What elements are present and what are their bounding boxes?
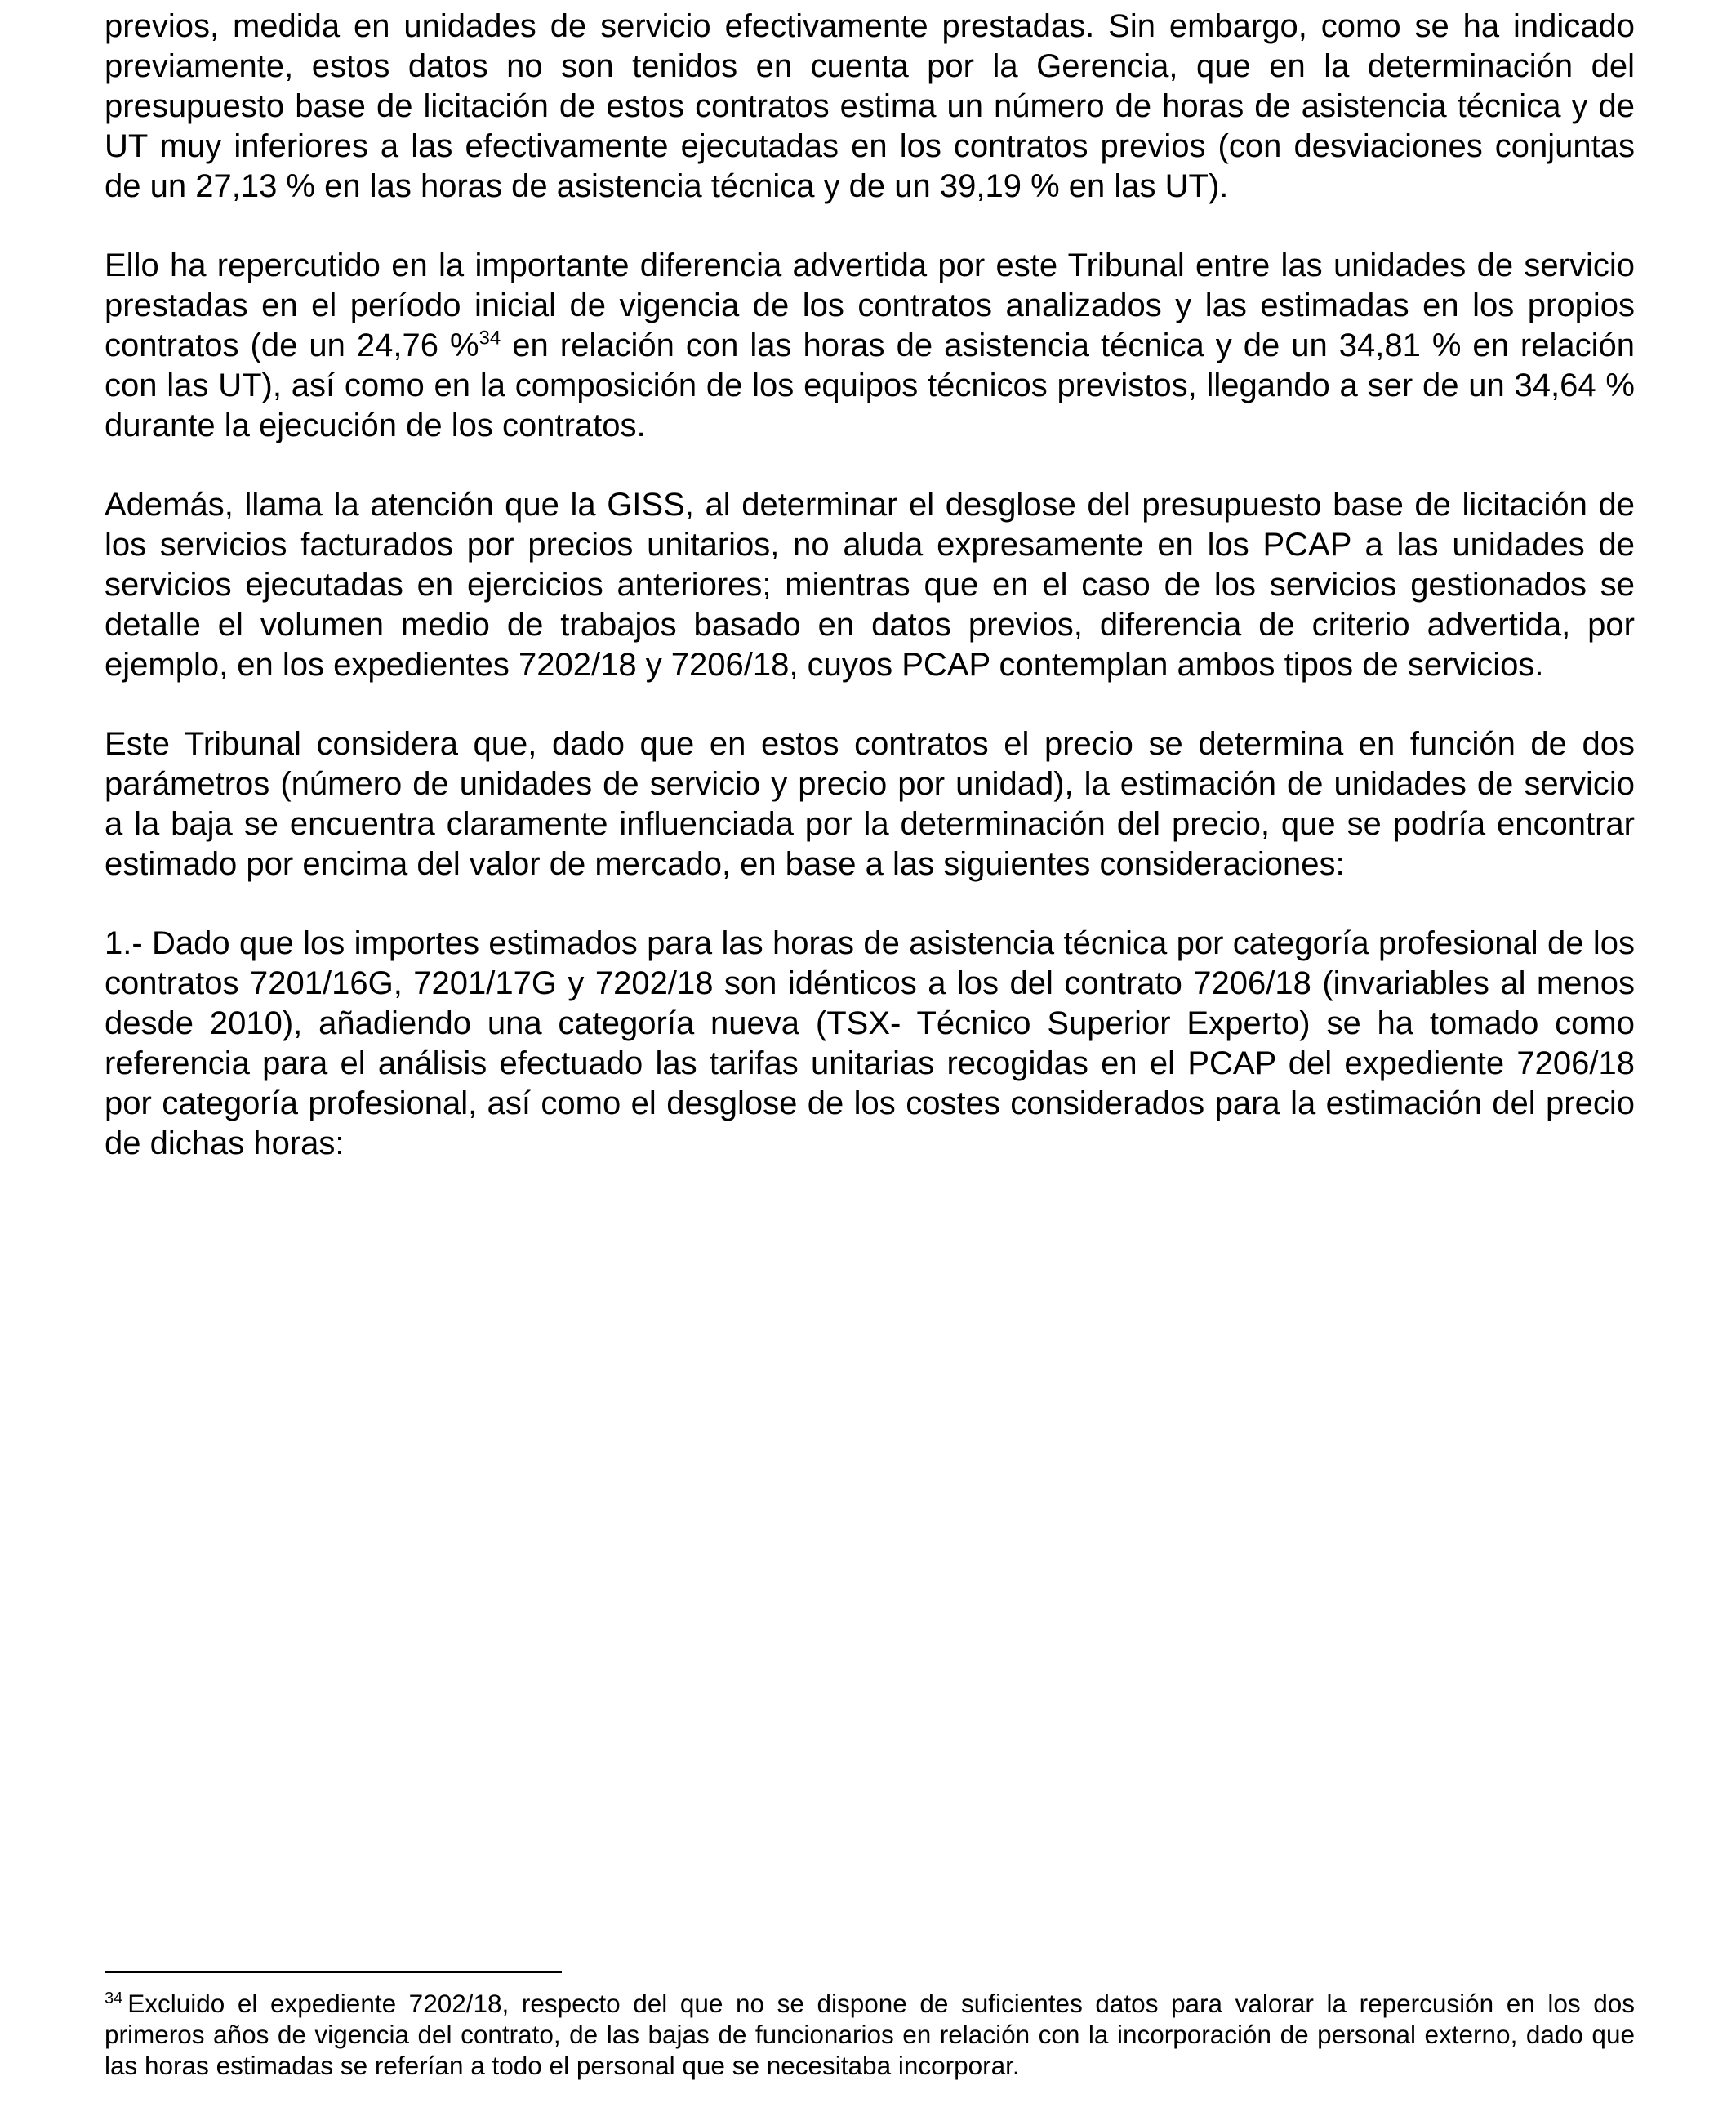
paragraph-5: 1.- Dado que los importes estimados para las horas de asistencia técnica por categoría profesional de los contratos 7201/16G, 7201/17G y 7202/18 son idénticos a los del contrato 7206/18 (invariables al menos desde 2010), añadiendo una categoría nueva (TSX- Técnico Superior Experto) se ha tomado como referencia para el análisis efectuado las tarifas unitarias recogidas en el PCAP del expediente 7206/18 por categoría profesional, así como el desglose de los costes considerados para la estimación del precio de dichas horas: xyxy=(105,925,1635,1161)
paragraph-1: previos, medida en unidades de servicio efectivamente prestadas. Sin embargo, como se ha indicado previamente, estos datos no son tenidos en cuenta por la Gerencia, que en la determinación del presupuesto base de licitación de estos contratos estima un número de horas de asistencia técnica y de UT muy inferiores a las efectivamente ejecutadas en los contratos previos (con desviaciones conjuntas de un 27,13 % en las horas de asistencia técnica y de un 39,19 % en las UT). xyxy=(105,8,1635,204)
paragraph-2-text-before: Ello ha repercutido en la importante diferencia advertida por este Tribunal entre las unidades de servicio prestadas en el período inicial de vigencia de los contratos analizados y las estimadas en los propios contratos (de un 24,76 % xyxy=(105,247,1635,363)
footnote-reference[interactable]: 34 xyxy=(479,327,501,350)
paragraph-3: Además, llama la atención que la GISS, al determinar el desglose del presupuesto base de licitación de los servicios facturados por precios unitarios, no aluda expresamente en los PCAP a las unidades de servicios ejecutadas en ejercicios anteriores; mientras que en el caso de los servicios gestionados se detalle el volumen medio de trabajos basado en datos previos, diferencia de criterio advertida, por ejemplo, en los expedientes 7202/18 y 7206/18, cuyos PCAP contemplan ambos tipos de servicios. xyxy=(105,487,1635,683)
document-body xyxy=(105,7,1635,1203)
paragraph-4: Este Tribunal considera que, dado que en estos contratos el precio se determina en función de dos parámetros (número de unidades de servicio y precio por unidad), la estimación de unidades de servicio a la baja se encuentra claramente influenciada por la determinación del precio, que se podría encontrar estimado por encima del valor de mercado, en base a las siguientes consideraciones: xyxy=(105,726,1635,882)
paragraph-2-text-after: en relación con las horas de asistencia técnica y de un 34,81 % en relación con las UT), así como en la composición de los equipos técnicos previstos, llegando a ser de un 34,64 % durante la ejecución de los contratos. xyxy=(105,327,1635,443)
footnote xyxy=(105,1988,1635,2081)
footnote-number: 34 xyxy=(105,1989,123,2007)
paragraph-2 xyxy=(105,246,1635,446)
footnote-text: Excluido el expediente 7202/18, respecto del que no se dispone de suficientes datos para valorar la repercusión en los dos primeros años de vigencia del contrato, de las bajas de funcionarios en relación con la incorporación de personal externo, dado que las horas estimadas se referían a todo el personal que se necesitaba incorporar. xyxy=(105,1989,1635,2080)
footnote-separator xyxy=(105,1971,562,1973)
